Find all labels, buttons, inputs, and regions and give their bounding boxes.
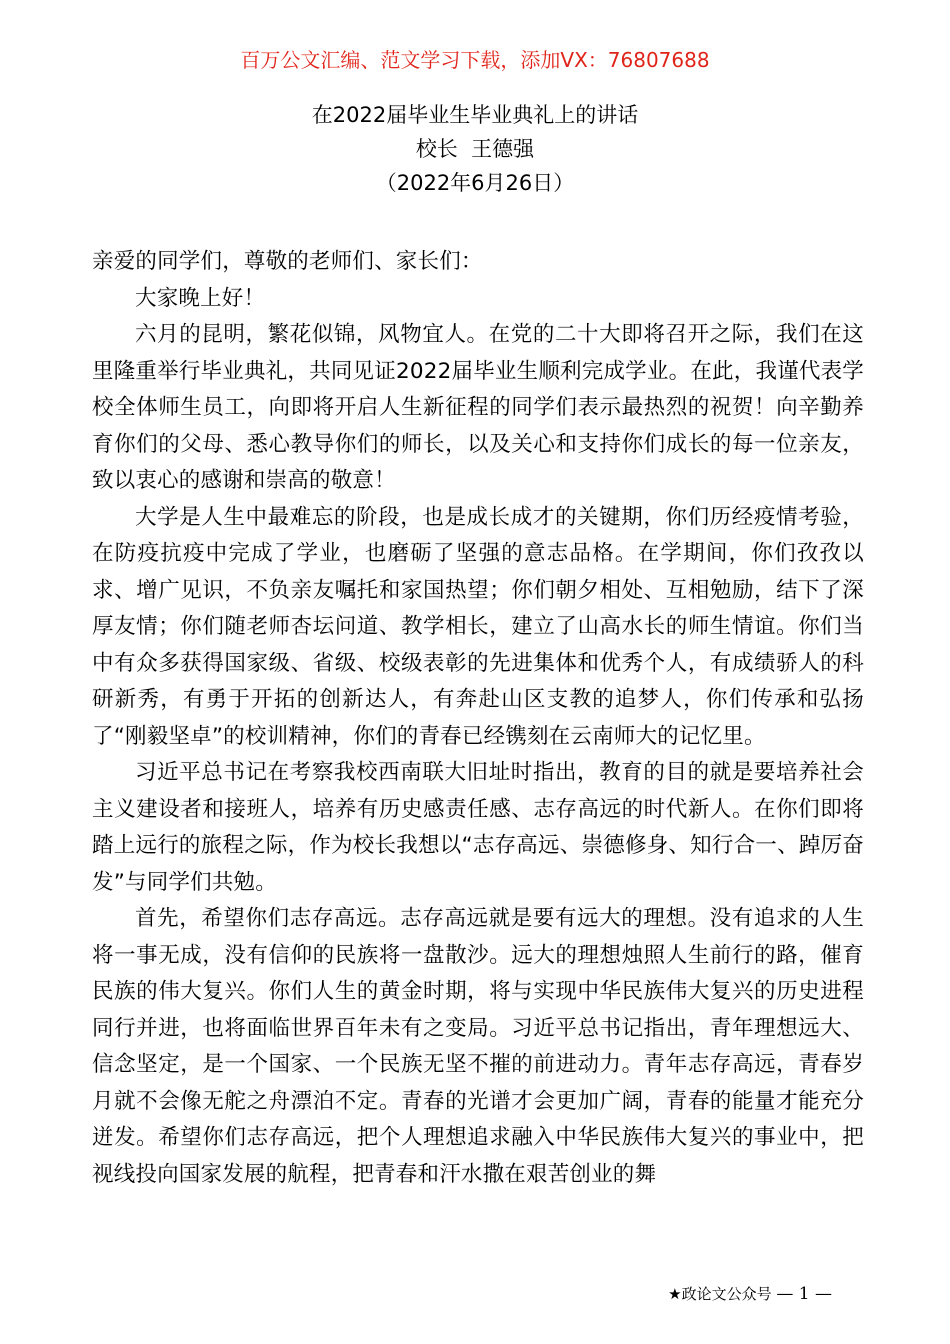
footer-source: ★政论文公众号: [668, 1285, 772, 1303]
header-banner: 百万公文汇编、范文学习下载，添加VX：76807688: [240, 48, 710, 72]
speech-title: 在2022届毕业生毕业典礼上的讲话: [311, 103, 639, 127]
page-number: — 1 —: [776, 1284, 832, 1304]
paragraph-aspirations: 首先，希望你们志存高远。志存高远就是要有远大的理想。没有追求的人生将一事无成，没有信仰的民族将一盘散沙。远大的理想烛照人生前行的路，催育民族的伟大复兴。你们人生的黄金时期，将与实现中华民族伟大复兴的历史进程同行并进，也将面临世界百年未有之变局。习近平总书记指出，青年理想远大、信念坚定，是一个国家、一个民族无坚不摧的前进动力。青年志存高远，青春岁月就不会像无舵之舟漂泊不定。青春的光谱才会更加广阔，青春的能量才能充分迸发。希望你们志存高远，把个人理想追求融入中华民族伟大复兴的事业中，把视线投向国家发展的航程，把青春和汗水撒在艰苦创业的舞: [92, 906, 864, 1187]
speech-date: （2022年6月26日）: [375, 171, 575, 195]
title-block: [0, 98, 950, 200]
paragraph-university-life: 大学是人生中最难忘的阶段，也是成长成才的关键期，你们历经疫情考验，在防疫抗疫中完成了学业，也磨砺了坚强的意志品格。在学期间，你们孜孜以求、增广见识，不负亲友嘱托和家国热望；你们朝夕相处、互相勉励，结下了深厚友情；你们随老师杏坛问道、教学相长，建立了山高水长的师生情谊。你们当中有众多获得国家级、省级、校级表彰的先进集体和优秀个人，有成绩骄人的科研新秀，有勇于开拓的创新达人，有奔赴山区支教的追梦人，你们传承和弘扬了“刚毅坚卓”的校训精神，你们的青春已经镌刻在云南师大的记忆里。: [92, 504, 864, 749]
salutation: 亲爱的同学们，尊敬的老师们、家长们：: [92, 249, 483, 274]
page-footer: [668, 1283, 832, 1305]
speech-body: [92, 244, 864, 1193]
paragraph-greeting: 大家晚上好！: [135, 285, 266, 311]
paragraph-congratulations: 六月的昆明，繁花似锦，风物宜人。在党的二十大即将召开之际，我们在这里隆重举行毕业典礼，共同见证2022届毕业生顺利完成学业。在此，我谨代表学校全体师生员工，向即将开启人生新征程的同学们表示最热烈的祝贺！向辛勤养育你们的父母、悉心教导你们的师长，以及关心和支持你们成长的每一位亲友，致以衷心的感谢和崇高的敬意！: [92, 322, 864, 493]
paragraph-education-purpose: 习近平总书记在考察我校西南联大旧址时指出，教育的目的就是要培养社会主义建设者和接班人，培养有历史感责任感、志存高远的时代新人。在你们即将踏上远行的旅程之际，作为校长我想以“志存高远、崇德修身、知行合一、踔厉奋发”与同学们共勉。: [92, 760, 864, 895]
speaker-line: 校长 王德强: [415, 137, 535, 161]
